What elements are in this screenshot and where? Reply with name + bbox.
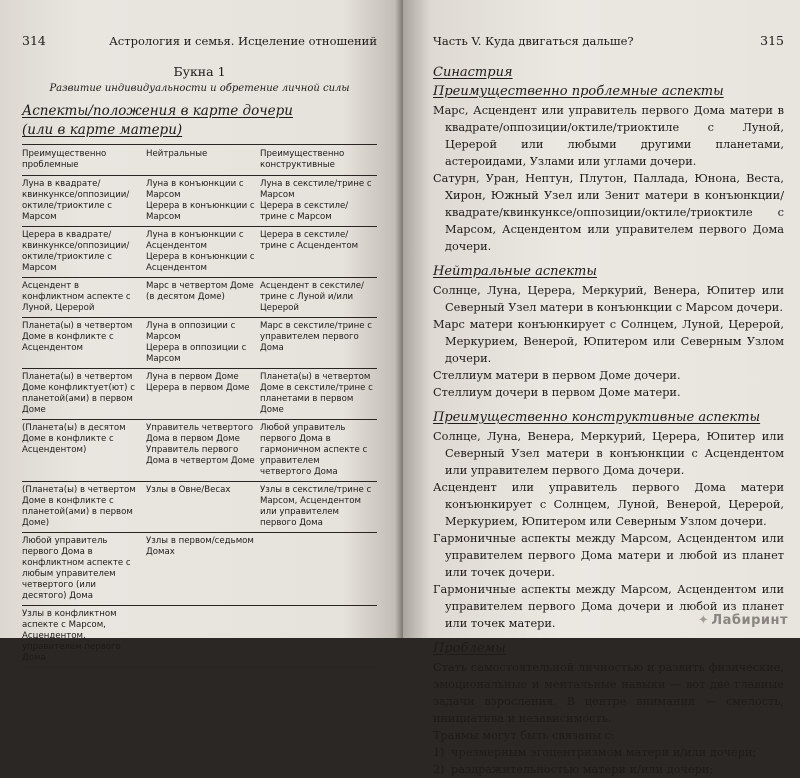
box-subtitle: Развитие индивидуальности и обретение личной силы xyxy=(49,83,350,94)
table-cell: Любой управитель первого Дома в гармоничном аспекте с управителем четвертого Дома xyxy=(260,420,377,482)
paragraph: Гармоничные аспекты между Марсом, Асцендентом или управителем первого Дома матери и любой из планет или точек дочери. xyxy=(433,532,784,579)
table-cell: Узлы в первом/седьмом Домах xyxy=(146,533,260,606)
paragraph: Травмы могут быть связаны с: xyxy=(433,729,615,742)
right-page-number: 315 xyxy=(760,33,784,48)
paragraph: Марс, Асцендент или управитель первого Дома матери в квадрате/оппозиции/октиле/триоктиле с Луной, Церерой или любыми другими планетами, астероидами, Узлами или углами дочери. xyxy=(433,104,784,168)
section-sinastria: Синастрия xyxy=(433,65,513,80)
table-cell: Узлы в секстиле/трине с Марсом, Асцендентом или управителем первого Дома xyxy=(260,482,377,533)
table-cell: Марс в четвертом Доме (в десятом Доме) xyxy=(146,278,260,318)
paragraph: Солнце, Луна, Венера, Меркурий, Церера, Юпитер или Северный Узел матери в конъюнкции с Асцендентом или управителем первого Дома дочери. xyxy=(433,430,784,477)
table-cell: Луна в квадрате/квинкунксе/оппозиции/октиле/триоктиле с Марсом xyxy=(22,176,146,227)
table-cell: Луна в конъюнкции с Асцендентом Церера в конъюнкции с Асцендентом xyxy=(146,227,260,278)
right-running-head xyxy=(433,34,784,48)
table-cell: Церера в секстиле/трине с Асцендентом xyxy=(260,227,377,278)
table-cell: Планета(ы) в четвертом Доме в секстиле/трине с планетами в первом Доме xyxy=(260,369,377,420)
table-cell: Луна в секстиле/трине с Марсом Церера в секстиле/трине с Марсом xyxy=(260,176,377,227)
list-item: 1) чрезмерным эгоцентризмом матери и/или дочери; xyxy=(433,746,757,759)
table-cell: Любой управитель первого Дома в конфликтном аспекте с любым управителем четвертого (или десятого) Дома xyxy=(22,533,146,606)
paragraph: Стеллиум дочери в первом Доме матери. xyxy=(433,386,681,399)
table-row xyxy=(22,420,377,482)
paragraph: Гармоничные аспекты между Марсом, Асцендентом или управителем первого Дома дочери и любой из планет или точек матери. xyxy=(433,583,784,630)
table-cell: Церера в квадрате/квинкунксе/оппозиции/октиле/триоктиле с Марсом xyxy=(22,227,146,278)
right-running-title: Часть V. Куда двигаться дальше? xyxy=(433,34,634,48)
table-cell: Марс в секстиле/трине с управителем первого Дома xyxy=(260,318,377,369)
table-cell: Узлы в конфликтном аспекте с Марсом, Асцендентом, управителем первого Дома xyxy=(22,606,146,668)
star-icon: ✦ xyxy=(697,613,710,628)
table-row xyxy=(22,369,377,420)
section-constructive-aspects: Преимущественно конструктивные аспекты xyxy=(433,410,761,425)
table-cell xyxy=(260,606,377,668)
table-cell: Асцендент в конфликтном аспекте с Луной, Церерой xyxy=(22,278,146,318)
table-row xyxy=(22,227,377,278)
col-header-constructive: Преимущественно конструктивные xyxy=(260,145,377,176)
table-row xyxy=(22,482,377,533)
table-cell: Узлы в Овне/Весах xyxy=(146,482,260,533)
left-page-number: 314 xyxy=(22,33,46,48)
table-cell xyxy=(146,606,260,668)
table-cell: Планета(ы) в четвертом Доме конфликтует(ют) с планетой(ами) в первом Доме xyxy=(22,369,146,420)
table-cell: Луна в первом Доме Церера в первом Доме xyxy=(146,369,260,420)
left-running-title: Астрология и семья. Исцеление отношений xyxy=(109,34,377,48)
paragraph: Марс матери конъюнкирует с Солнцем, Луной, Церерой, Меркурием, Венерой, Юпитером или Северным Узлом дочери. xyxy=(433,318,784,365)
table-header-row xyxy=(22,145,377,176)
table-row xyxy=(22,606,377,668)
paragraph: Стать самостоятельной личностью и развить физические, эмоциональные и ментальные навыки — вот две главные задачи взросления. В центре внимания — смелость, инициатива и независимость. xyxy=(433,661,784,725)
table-row xyxy=(22,318,377,369)
table-row xyxy=(22,278,377,318)
paragraph: Стеллиум матери в первом Доме дочери. xyxy=(433,369,681,382)
paragraph: Сатурн, Уран, Нептун, Плутон, Паллада, Юнона, Веста, Хирон, Южный Узел или Зенит матери в конъюнкции/квадрате/квинкунксе/оппозиции/октиле/триоктиле с Марсом, Асцендентом или управителем первого Дома дочери. xyxy=(433,172,784,253)
table-cell: Планета(ы) в четвертом Доме в конфликте с Асцендентом xyxy=(22,318,146,369)
left-running-head xyxy=(22,34,377,48)
section-neutral-aspects: Нейтральные аспекты xyxy=(433,264,597,279)
table-cell: Управитель четвертого Дома в первом Доме Управитель первого Дома в четвертом Доме xyxy=(146,420,260,482)
table-cell: (Планета(ы) в четвертом Доме в конфликте с планетой(ами) в первом Доме) xyxy=(22,482,146,533)
list-item: 2) раздражительностью матери и/или дочери; xyxy=(433,763,714,776)
table-cell: Луна в оппозиции с Марсом Церера в оппозиции с Марсом xyxy=(146,318,260,369)
aspects-table xyxy=(22,144,377,668)
table-title-line2: (или в карте матери) xyxy=(22,122,183,138)
section-problems: Проблемы xyxy=(433,641,506,656)
section-problem-aspects: Преимущественно проблемные аспекты xyxy=(433,84,724,99)
left-page xyxy=(0,0,403,663)
box-title: Букна 1 xyxy=(173,64,226,79)
col-header-neutral: Нейтральные xyxy=(146,145,260,176)
table-title-line1: Аспекты/положения в карте дочери xyxy=(22,103,293,119)
table-cell: Луна в конъюнкции с Марсом Церера в конъюнкции с Марсом xyxy=(146,176,260,227)
right-page xyxy=(403,0,800,776)
aspects-table-body xyxy=(22,176,377,668)
paragraph: Солнце, Луна, Церера, Меркурий, Венера, Юпитер или Северный Узел матери в конъюнкции с Марсом дочери. xyxy=(433,284,784,314)
table-row xyxy=(22,176,377,227)
store-badge: ✦ Лабиринт xyxy=(697,613,788,628)
paragraph: Асцендент или управитель первого Дома матери конъюнкирует с Солнцем, Луной, Венерой, Церерой, Меркурием, Юпитером или Северным Узлом дочери. xyxy=(433,481,784,528)
table-cell: Асцендент в секстиле/трине с Луной и/или Церерой xyxy=(260,278,377,318)
table-cell: (Планета(ы) в десятом Доме в конфликте с Асцендентом) xyxy=(22,420,146,482)
table-row xyxy=(22,533,377,606)
table-cell xyxy=(260,533,377,606)
col-header-problem: Преимущественно проблемные xyxy=(22,145,146,176)
